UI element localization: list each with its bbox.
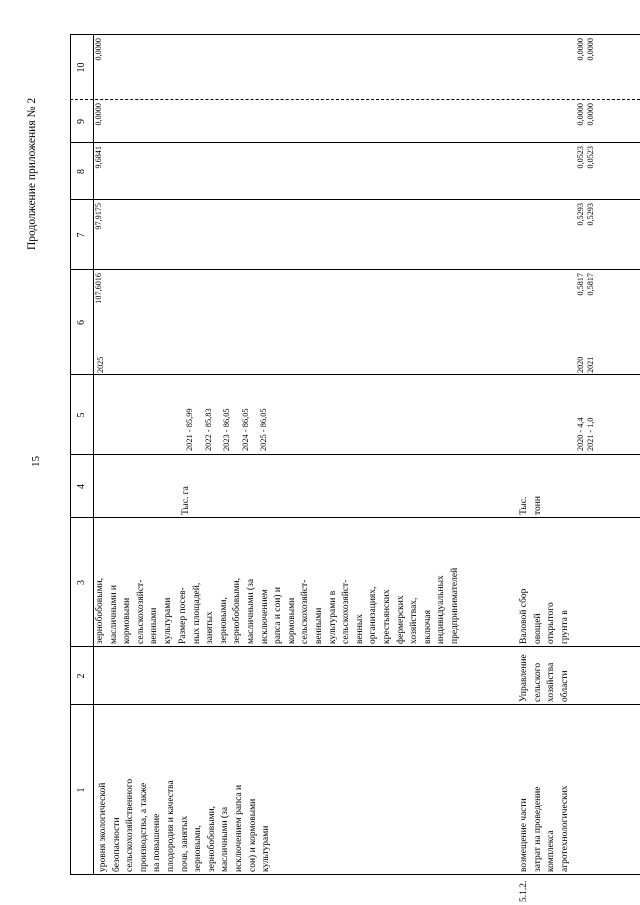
col-border-right [70, 34, 640, 35]
header-col-10: 10 [76, 62, 87, 73]
continuation-title: Продолжение приложения № 2 [26, 97, 38, 250]
row-b-col10-values: 0,0000 0,0000 [576, 38, 595, 61]
row-b-number: 5.1.2. [519, 880, 529, 902]
row-a-col10-value: 0,0000 [94, 38, 103, 61]
header-col-3: 3 [76, 580, 87, 585]
row-b-col4-unit: Тыс. тонн [519, 496, 543, 515]
row-b-col9-values: 0,0000 0,0000 [576, 103, 595, 126]
col-border-7 [70, 199, 640, 200]
row-a-col5-targets: 2021 - 85,99 2022 - 85,83 2023 - 86,05 2024 - 86,05 2025 - 86,05 [185, 408, 269, 451]
row-b-col3-text: Валовой сбор овощей открытого грунта в [519, 588, 570, 644]
header-col-7: 7 [76, 232, 87, 238]
row-b-col7-values: 0,5293 0,5293 [576, 203, 595, 226]
row-a-col9-value: 0,0000 [94, 103, 103, 126]
page-number: 15 [30, 456, 42, 467]
row-a-col6-value: 107,6016 [94, 273, 103, 304]
row-a-col8-value: 9,6841 [94, 146, 103, 169]
row-b-col6-values: 0,5817 0,5817 [576, 273, 595, 296]
col-border-4 [70, 454, 640, 455]
table-top-border [70, 35, 71, 875]
header-col-2: 2 [76, 673, 87, 679]
row-b-col5-targets: 2020 - 4,4 2021 - 1,0 [576, 417, 595, 451]
row-b-col6-years: 2020 2021 [576, 356, 595, 373]
header-col-4: 4 [76, 484, 87, 489]
row-b-col8-values: 0,0523 0,0523 [576, 146, 595, 169]
row-a-col1-text: уровня экологической безопасности сельскохозяйственного производства, а также на повышение плодородия и качества почв, занятых зерновыми, зернобобовыми, масличными (за исключением рапса и сои) и кормовыми культурами [98, 778, 272, 872]
row-b-col2-text: Управление сельского хозяйства области [519, 654, 570, 702]
col-border-6 [70, 269, 640, 270]
header-col-9: 9 [76, 119, 87, 124]
row-a-col3-top-text: зернобобовыми, масличными и кормовыми сельскохозяйст- венными культурами [95, 577, 173, 644]
header-col-5: 5 [76, 412, 87, 418]
row-a-col6-year: 2025 [96, 356, 105, 373]
header-col-1: 1 [76, 787, 87, 793]
col-border-left [70, 874, 640, 875]
header-col-6: 6 [76, 320, 87, 325]
col-border-5 [70, 374, 640, 375]
header-col-8: 8 [76, 169, 87, 174]
col-border-2 [70, 646, 640, 647]
col-border-9 [70, 99, 640, 100]
row-a-col3-bottom-text: Размер посев- ных площадей, занятых зерновыми, зернобобовыми, масличными (за исключением рапса и сои) и кормовыми сельскохозяйст- венными культурами в сельскохозяйст- венных организациях, крестьянских фермерских хозяйствах, включая индивидуальных предпринимателей [178, 567, 460, 644]
row-b-col1-text: возмещение части затрат на проведение комплекса агротехнологических [519, 785, 570, 872]
col-border-3 [70, 517, 640, 518]
col-border-8 [70, 142, 640, 143]
col-border-1 [70, 704, 640, 705]
row-a-col4-unit: Тыс. га [181, 486, 191, 515]
row-a-col7-value: 97,9175 [94, 203, 103, 230]
